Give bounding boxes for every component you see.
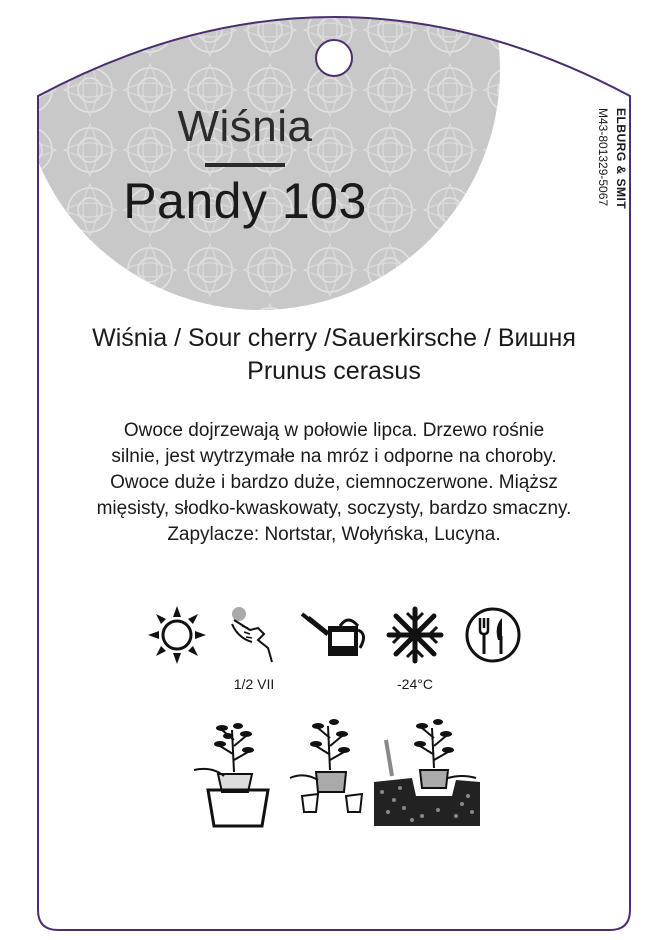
frost-resistance-label: -24°C <box>397 676 433 692</box>
root-loosening-icon <box>288 716 372 816</box>
description-line: mięsisty, słodko-kwaskowaty, soczysty, bardzo smaczny. <box>96 498 572 519</box>
description-line: silnie, jest wytrzymałe na mróz i odporne na choroby. <box>111 446 557 467</box>
brand-name: ELBURG & SMIT <box>614 108 628 210</box>
plant-names <box>40 322 628 388</box>
title-divider <box>205 163 285 167</box>
description-line: Zapylacze: Nortstar, Wołyńska, Lucyna. <box>167 524 501 545</box>
brand-block <box>596 108 628 240</box>
latin-name: Prunus cerasus <box>247 357 421 385</box>
hang-hole <box>316 40 352 76</box>
harvest-hand-icon <box>228 604 278 664</box>
product-code: M43-801329-5067 <box>596 108 610 207</box>
cutlery-icon <box>464 606 522 664</box>
watering-can-icon <box>300 612 370 658</box>
planting-in-soil-icon <box>372 716 482 828</box>
sun-icon <box>148 606 206 664</box>
common-names: Wiśnia / Sour cherry /Sauerkirsche / Вишня <box>92 324 576 352</box>
pot-removal-icon <box>192 716 276 828</box>
description <box>60 418 608 548</box>
variety-title: Pandy 103 <box>123 173 367 229</box>
harvest-time-label: 1/2 VII <box>233 676 275 692</box>
snowflake-icon <box>385 605 445 665</box>
description-line: Owoce duże i bardzo duże, ciemnoczerwone. Miąższ <box>110 472 558 493</box>
species-title: Wiśnia <box>177 102 313 151</box>
description-line: Owoce dojrzewają w połowie lipca. Drzewo rośnie <box>123 420 545 441</box>
